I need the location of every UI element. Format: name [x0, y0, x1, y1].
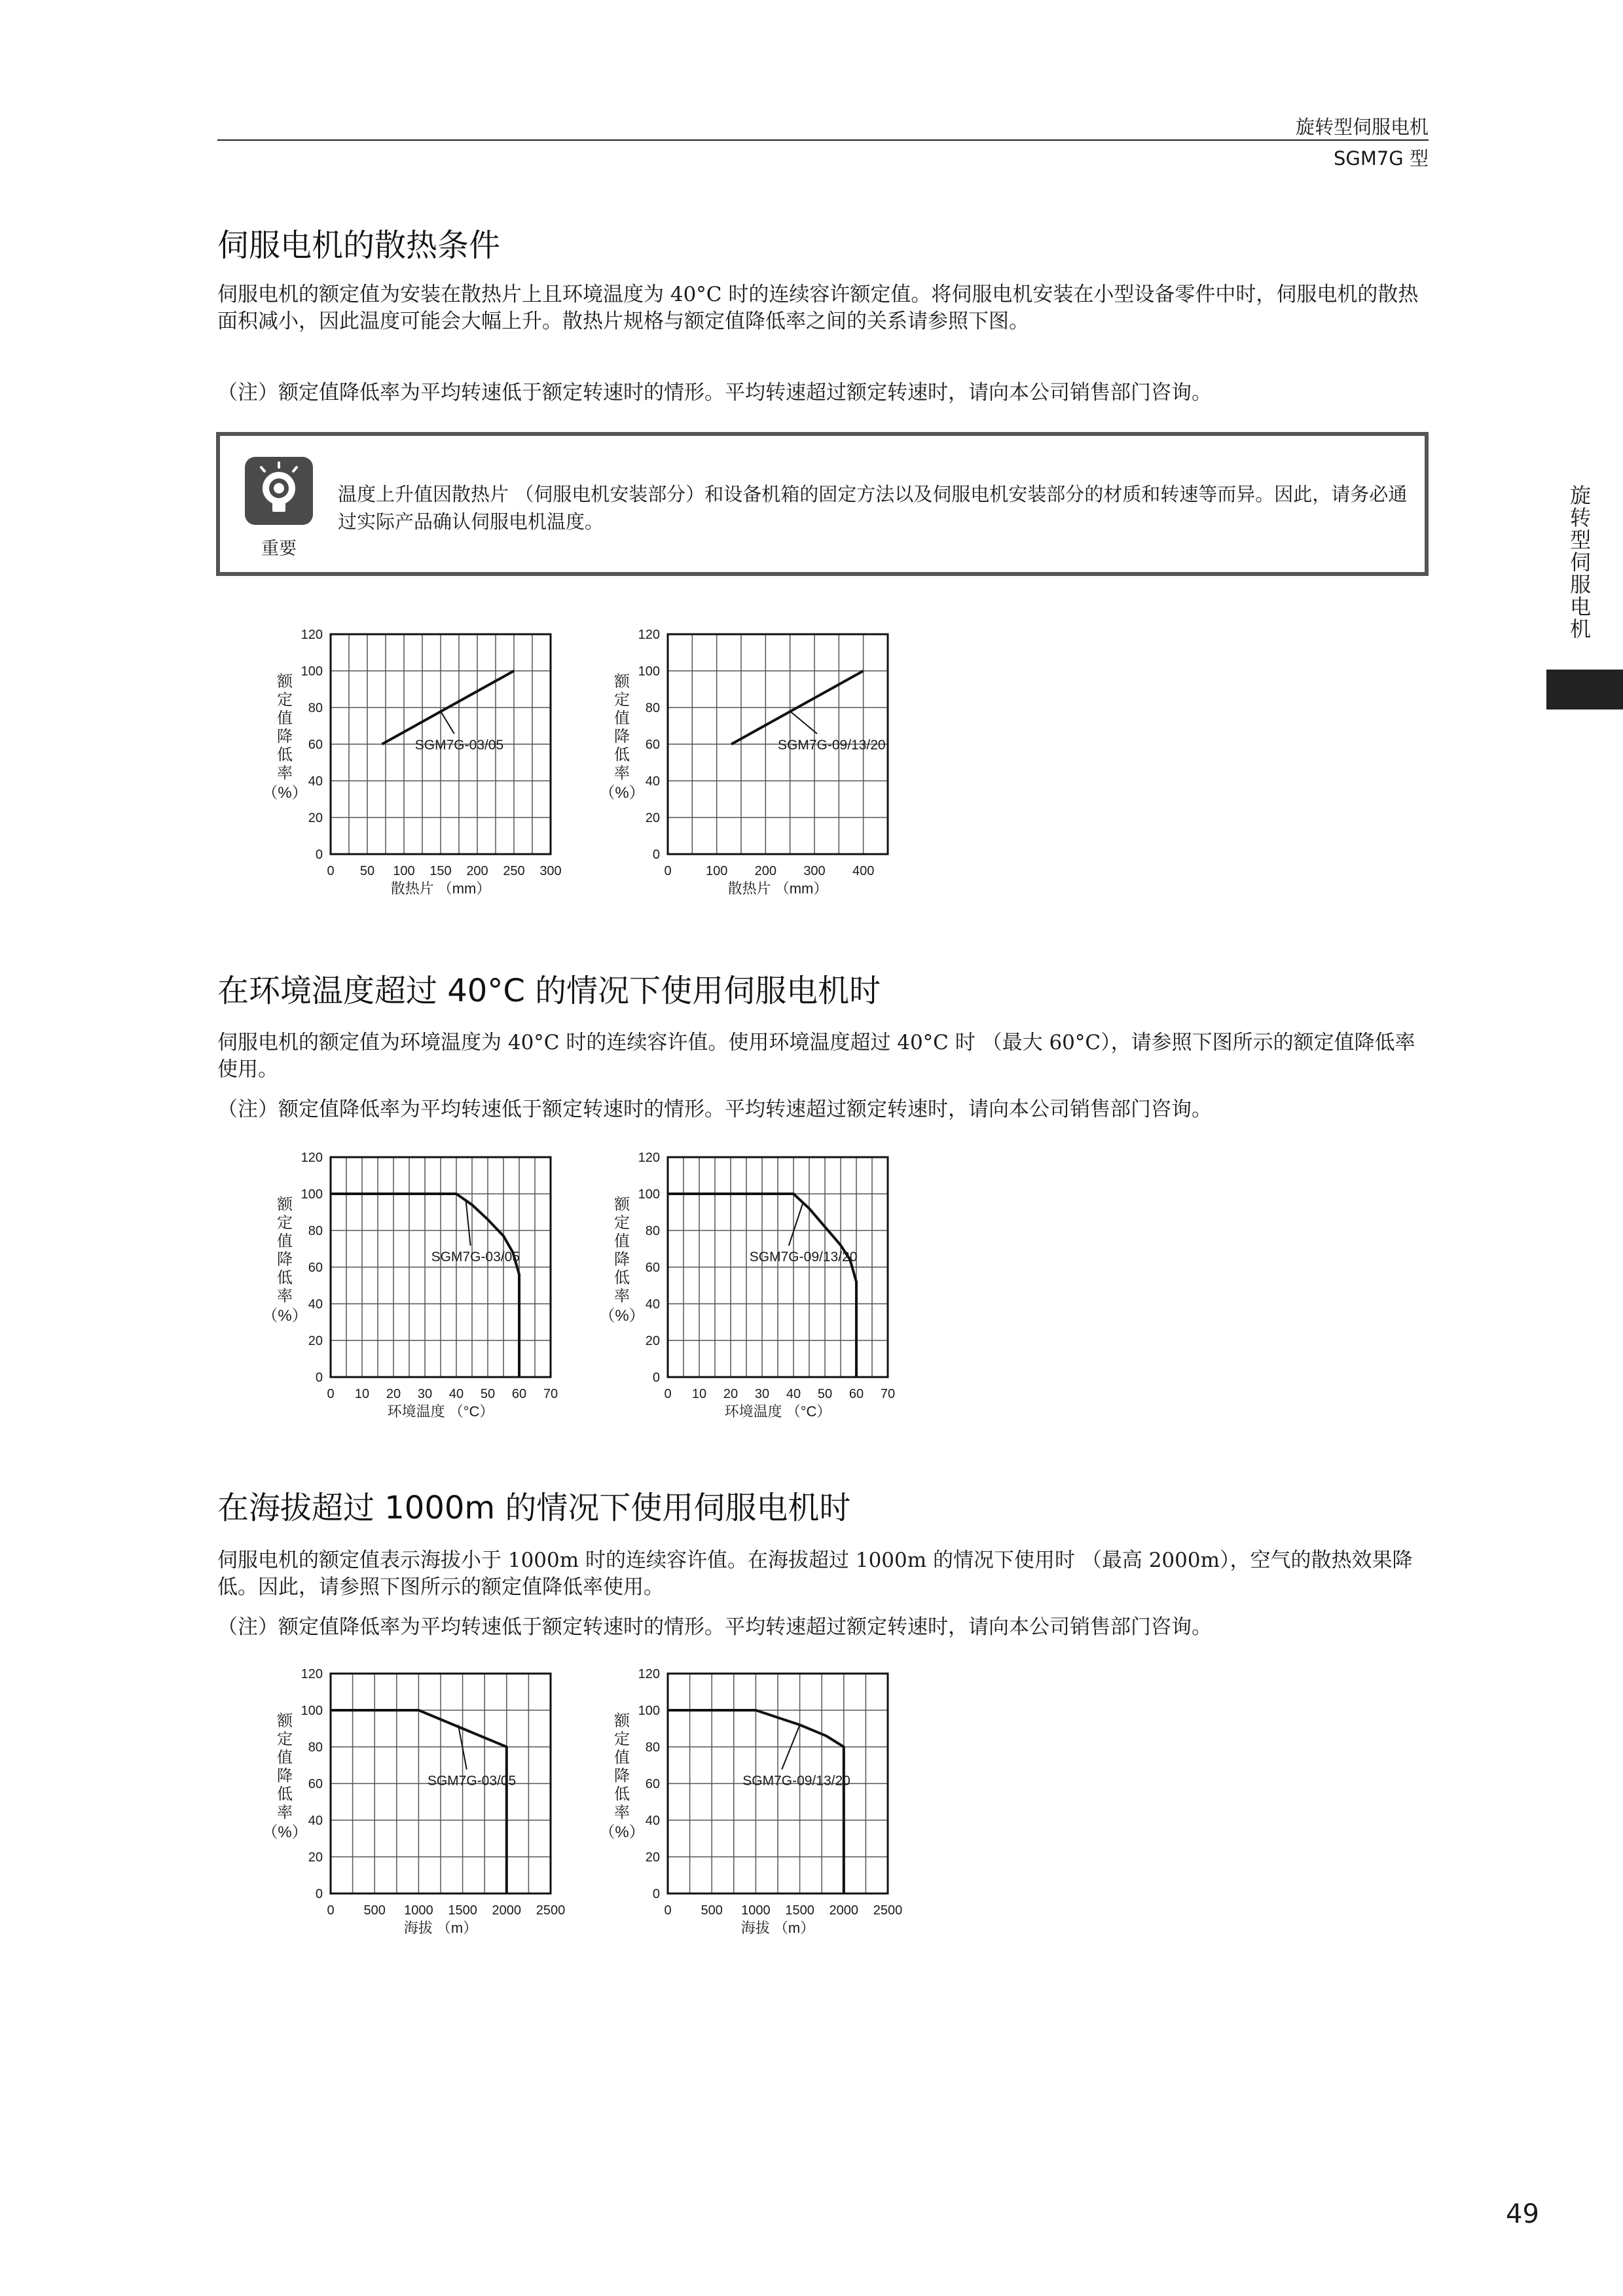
y-tick-label: 40	[645, 1814, 660, 1828]
x-tick-label: 400	[852, 864, 875, 878]
section-body-heatsink: 伺服电机的额定值为安装在散热片上且环境温度为 40°C 时的连续容许额定值。将伺服电机安装在小型设备零件中时，伺服电机的散热面积减小，因此温度可能会大幅上升。散热片规格与额定值降低率之间的关系请参照下图。	[217, 283, 1419, 333]
section-title-heatsink: 伺服电机的散热条件	[217, 227, 501, 264]
x-tick-label: 50	[480, 1387, 496, 1401]
x-tick-label: 30	[754, 1387, 770, 1401]
header-category: 旋转型伺服电机	[1295, 116, 1429, 138]
y-tick-label: 0	[652, 1371, 660, 1385]
annotation-leader	[790, 711, 817, 734]
y-tick-label: 80	[308, 1740, 323, 1755]
section-body-temperature: 伺服电机的额定值为环境温度为 40°C 时的连续容许值。使用环境温度超过 40°C 时 （最大 60°C），请参照下图所示的额定值降低率使用。	[217, 1031, 1415, 1081]
x-tick-label: 70	[880, 1387, 896, 1401]
y-tick-label: 80	[645, 1224, 660, 1238]
y-axis-label: 额定值降低率（%）	[599, 673, 645, 802]
x-axis-label: 环境温度 （°C）	[387, 1403, 494, 1420]
x-tick-label: 300	[803, 864, 826, 878]
header-model: SGM7G 型	[1333, 147, 1429, 170]
x-tick-label: 10	[354, 1387, 370, 1401]
important-label: 重要	[261, 539, 297, 559]
x-tick-label: 30	[417, 1387, 433, 1401]
y-axis-label: 额定值降低率（%）	[599, 1712, 645, 1841]
x-tick-label: 0	[664, 1903, 672, 1918]
y-tick-label: 60	[645, 738, 660, 752]
y-tick-label: 0	[652, 1887, 660, 1901]
x-axis-label: 海拔 （m）	[403, 1920, 478, 1936]
y-axis-label: 额定值降低率（%）	[262, 1712, 308, 1841]
x-tick-label: 60	[511, 1387, 527, 1401]
y-tick-label: 40	[308, 1814, 323, 1828]
annotation-leader	[789, 1203, 803, 1246]
y-axis-label: 额定值降低率（%）	[599, 1196, 645, 1325]
y-tick-label: 120	[638, 628, 660, 642]
x-axis-label: 海拔 （m）	[740, 1920, 815, 1936]
y-tick-label: 100	[301, 1187, 323, 1202]
x-tick-label: 1500	[785, 1903, 814, 1918]
section-note-temperature: （注）额定值降低率为平均转速低于额定转速时的情形。平均转速超过额定转速时，请向本公司销售部门咨询。	[217, 1098, 1212, 1121]
y-tick-label: 20	[308, 1334, 323, 1348]
important-text: 温度上升值因散热片 （伺服电机安装部分）和设备机箱的固定方法以及伺服电机安装部分的材质和转速等而异。因此，请务必通过实际产品确认伺服电机温度。	[338, 483, 1408, 533]
x-tick-label: 250	[503, 864, 525, 878]
section-body-altitude: 伺服电机的额定值表示海拔小于 1000m 时的连续容许值。在海拔超过 1000m 的情况下使用时 （最高 2000m），空气的散热效果降低。因此，请参照下图所示的额定值降低率使用。	[217, 1549, 1413, 1599]
y-tick-label: 100	[301, 664, 323, 679]
x-tick-label: 0	[327, 864, 335, 878]
x-tick-label: 500	[701, 1903, 723, 1918]
x-tick-label: 40	[786, 1387, 801, 1401]
annotation-leader	[465, 1199, 470, 1246]
x-tick-label: 20	[386, 1387, 401, 1401]
y-tick-label: 40	[645, 774, 660, 789]
x-tick-label: 20	[723, 1387, 739, 1401]
x-tick-label: 0	[327, 1387, 335, 1401]
y-tick-label: 120	[638, 1667, 660, 1681]
page-number: 49	[1506, 2199, 1539, 2229]
y-tick-label: 120	[301, 1667, 323, 1681]
y-tick-label: 100	[301, 1704, 323, 1718]
x-tick-label: 10	[691, 1387, 707, 1401]
side-section-label: 旋转型伺服电机	[1567, 484, 1592, 640]
y-tick-label: 60	[308, 1261, 323, 1275]
x-tick-label: 50	[817, 1387, 833, 1401]
y-tick-label: 80	[645, 1740, 660, 1755]
y-tick-label: 0	[652, 848, 660, 862]
y-tick-label: 40	[308, 774, 323, 789]
x-tick-label: 60	[848, 1387, 864, 1401]
y-tick-label: 60	[308, 738, 323, 752]
x-tick-label: 100	[705, 864, 728, 878]
y-tick-label: 0	[315, 1371, 323, 1385]
y-tick-label: 20	[645, 811, 660, 825]
x-tick-label: 1500	[448, 1903, 477, 1918]
x-tick-label: 200	[754, 864, 777, 878]
series-annotation-label: SGM7G-03/05	[431, 1249, 520, 1265]
y-tick-label: 80	[308, 1224, 323, 1238]
x-tick-label: 300	[539, 864, 562, 878]
y-tick-label: 20	[308, 1850, 323, 1865]
series-annotation-label: SGM7G-09/13/20	[742, 1773, 850, 1789]
y-tick-label: 20	[308, 811, 323, 825]
y-tick-label: 120	[638, 1151, 660, 1165]
x-tick-label: 100	[393, 864, 415, 878]
x-axis-label: 散热片 （mm）	[727, 880, 828, 897]
y-tick-label: 20	[645, 1334, 660, 1348]
series-annotation-label: SGM7G-03/05	[427, 1773, 517, 1789]
x-tick-label: 0	[664, 1387, 672, 1401]
section-title-temperature: 在环境温度超过 40°C 的情况下使用伺服电机时	[217, 973, 881, 1009]
y-tick-label: 80	[308, 701, 323, 715]
y-tick-label: 100	[638, 664, 660, 679]
x-tick-label: 500	[363, 1903, 386, 1918]
x-tick-label: 50	[359, 864, 375, 878]
section-note-altitude: （注）额定值降低率为平均转速低于额定转速时的情形。平均转速超过额定转速时，请向本公司销售部门咨询。	[217, 1615, 1212, 1639]
x-tick-label: 2000	[829, 1903, 859, 1918]
section-title-altitude: 在海拔超过 1000m 的情况下使用伺服电机时	[217, 1490, 851, 1526]
y-tick-label: 60	[645, 1777, 660, 1791]
y-tick-label: 60	[645, 1261, 660, 1275]
x-tick-label: 0	[327, 1903, 335, 1918]
y-tick-label: 40	[308, 1297, 323, 1312]
x-axis-label: 环境温度 （°C）	[724, 1403, 831, 1420]
x-tick-label: 150	[429, 864, 452, 878]
annotation-leader	[441, 711, 454, 734]
x-axis-label: 散热片 （mm）	[390, 880, 491, 897]
y-tick-label: 0	[315, 1887, 323, 1901]
y-tick-label: 100	[638, 1187, 660, 1202]
x-tick-label: 0	[664, 864, 672, 878]
y-tick-label: 0	[315, 848, 323, 862]
y-axis-label: 额定值降低率（%）	[262, 1196, 308, 1325]
x-tick-label: 70	[543, 1387, 558, 1401]
series-annotation-label: SGM7G-09/13/20	[749, 1249, 858, 1265]
y-tick-label: 40	[645, 1297, 660, 1312]
y-tick-label: 120	[301, 1151, 323, 1165]
section-note-heatsink: （注）额定值降低率为平均转速低于额定转速时的情形。平均转速超过额定转速时，请向本公司销售部门咨询。	[217, 381, 1212, 404]
y-tick-label: 20	[645, 1850, 660, 1865]
y-tick-label: 100	[638, 1704, 660, 1718]
x-tick-label: 2500	[536, 1903, 566, 1918]
y-tick-label: 120	[301, 628, 323, 642]
x-tick-label: 2000	[492, 1903, 522, 1918]
x-tick-label: 200	[466, 864, 488, 878]
x-tick-label: 1000	[741, 1903, 771, 1918]
x-tick-label: 2500	[873, 1903, 903, 1918]
x-tick-label: 40	[448, 1387, 464, 1401]
x-tick-label: 1000	[404, 1903, 433, 1918]
y-tick-label: 60	[308, 1777, 323, 1791]
y-tick-label: 80	[645, 701, 660, 715]
series-annotation-label: SGM7G-03/05	[414, 738, 504, 753]
series-annotation-label: SGM7G-09/13/20	[778, 738, 886, 753]
y-axis-label: 额定值降低率（%）	[262, 673, 308, 802]
